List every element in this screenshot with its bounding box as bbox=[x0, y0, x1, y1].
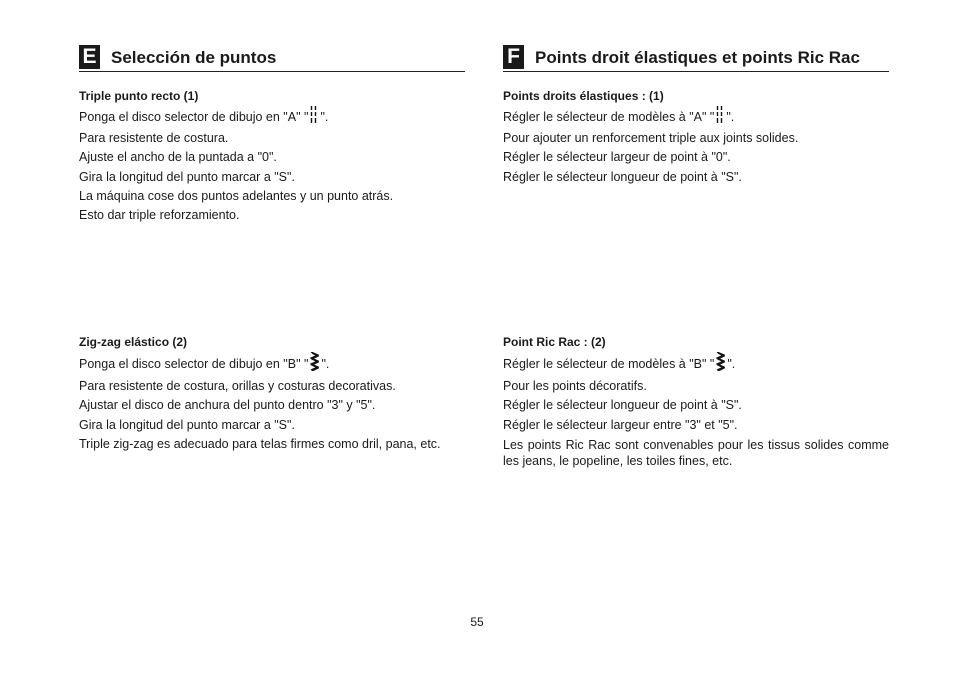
triple-straight-stitch-icon bbox=[716, 106, 724, 129]
instruction-text: ". bbox=[727, 356, 736, 371]
instruction-line: Esto dar triple reforzamiento. bbox=[79, 208, 240, 223]
elastic-zigzag-section bbox=[79, 333, 465, 454]
instruction-text: Régler le sélecteur de modèles à "A" " bbox=[503, 109, 715, 124]
instruction-line: Régler le sélecteur longueur de point à "S". bbox=[503, 398, 742, 413]
instruction-line: Gira la longitud del punto marcar a "S". bbox=[79, 169, 295, 184]
triple-straight-section bbox=[79, 87, 465, 225]
subheading: Zig-zag elástico (2) bbox=[79, 335, 188, 349]
instruction-line: Régler le sélecteur largeur de point à "0". bbox=[503, 150, 731, 165]
section-title: Selección de puntos bbox=[111, 47, 277, 67]
instruction-line bbox=[503, 352, 889, 377]
subheading: Triple punto recto (1) bbox=[79, 89, 199, 103]
language-badge-f: F bbox=[503, 45, 524, 69]
instruction-line: Para resistente de costura, orillas y costuras decorativas. bbox=[79, 379, 396, 394]
instruction-line: Pour ajouter un renforcement triple aux joints solides. bbox=[503, 131, 799, 146]
instruction-text: ". bbox=[321, 356, 330, 371]
subheading: Point Ric Rac : (2) bbox=[503, 335, 606, 349]
subheading: Points droits élastiques : (1) bbox=[503, 89, 664, 103]
section-header-spanish bbox=[79, 44, 465, 72]
instruction-line: La máquina cose dos puntos adelantes y un punto atrás. bbox=[79, 188, 394, 203]
section-title: Points droit élastiques et points Ric Rac bbox=[535, 47, 860, 67]
ric-rac-stitch-icon bbox=[716, 352, 725, 377]
ric-rac-stitch-icon bbox=[310, 352, 319, 377]
ric-rac-section bbox=[503, 333, 889, 470]
instruction-line: Triple zig-zag es adecuado para telas firmes como dril, pana, etc. bbox=[79, 436, 441, 451]
instruction-paragraph: Les points Ric Rac sont convenables pour les tissus solides comme les jeans, le popeline, les toiles fines, etc. bbox=[503, 437, 889, 469]
column-spanish bbox=[79, 44, 465, 451]
instruction-text: ". bbox=[726, 109, 735, 124]
instruction-text: Ponga el disco selector de dibujo en "A" " bbox=[79, 109, 309, 124]
elastic-straight-section bbox=[503, 87, 889, 187]
instruction-text: Ponga el disco selector de dibujo en "B" " bbox=[79, 356, 309, 371]
language-badge-e: E bbox=[79, 45, 100, 69]
instruction-line: Régler le sélecteur largeur entre "3" et "5". bbox=[503, 417, 738, 432]
instruction-line: Gira la longitud del punto marcar a "S". bbox=[79, 417, 295, 432]
triple-straight-stitch-icon bbox=[310, 106, 318, 129]
page-number: 55 bbox=[470, 615, 484, 629]
instruction-line: Pour les points décoratifs. bbox=[503, 379, 647, 394]
instruction-text: ". bbox=[320, 109, 329, 124]
instruction-line: Ajuste el ancho de la puntada a "0". bbox=[79, 150, 277, 165]
instruction-line bbox=[79, 352, 465, 377]
instruction-line bbox=[503, 106, 889, 129]
instruction-line: Ajustar el disco de anchura del punto dentro "3" y "5". bbox=[79, 398, 376, 413]
instruction-line bbox=[79, 106, 465, 129]
instruction-line: Régler le sélecteur longueur de point à "S". bbox=[503, 169, 742, 184]
column-french bbox=[503, 44, 889, 469]
section-header-french bbox=[503, 44, 889, 72]
instruction-text: Régler le sélecteur de modèles à "B" " bbox=[503, 356, 715, 371]
instruction-line: Para resistente de costura. bbox=[79, 131, 229, 146]
